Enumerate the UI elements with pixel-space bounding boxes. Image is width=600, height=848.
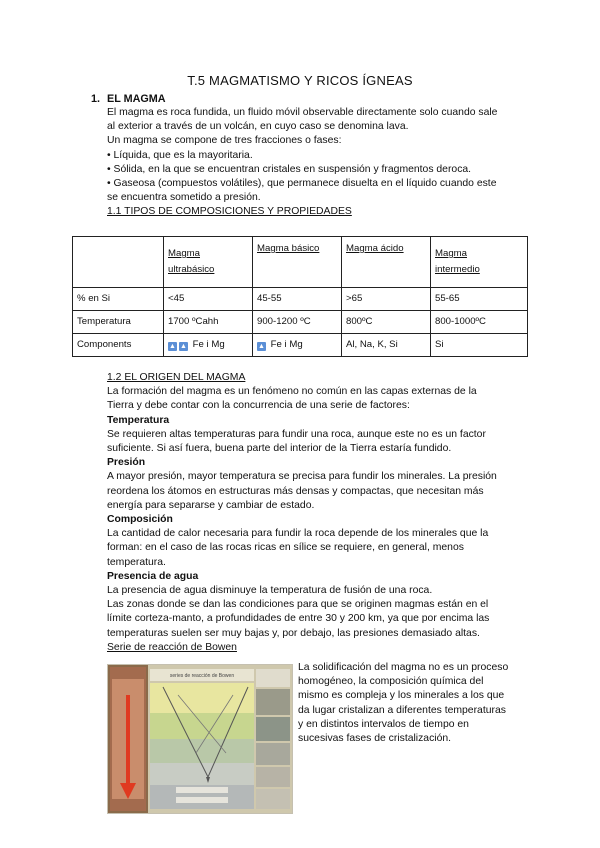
paragraph-line: A mayor presión, mayor temperatura se precisa para fundir los minerales. La presión bbox=[107, 471, 497, 483]
document-title: T.5 MAGMATISMO Y RICOS ÍGNEAS bbox=[187, 73, 413, 88]
header-ultrabasic: Magma ultrabásico bbox=[164, 237, 253, 288]
paragraph-line: La presencia de agua disminuye la temperatura de fusión de una roca. bbox=[107, 585, 433, 597]
magma-properties-table bbox=[72, 236, 528, 357]
paragraph-line: La formación del magma es un fenómeno no común en las capas externas de la bbox=[107, 386, 477, 398]
paragraph-line: temperaturas suelen ser muy bajas y, por debajo, las presiones demasiado altas. bbox=[107, 627, 480, 639]
bullet-liquid: • Líquida, que es la mayoritaria. bbox=[107, 149, 253, 161]
cell-acid: >65 bbox=[342, 288, 431, 311]
cell-intermediate: 800-1000ºC bbox=[431, 311, 528, 334]
bullet-solid: • Sólida, en la que se encuentran cristales en suspensión y fragmentos deroca. bbox=[107, 163, 472, 175]
table-corner-cell bbox=[73, 237, 164, 288]
table-header-row bbox=[73, 237, 528, 288]
paragraph-line: La solidificación del magma no es un proceso bbox=[298, 662, 509, 673]
paragraph-line: energía para separarse y cambiar de estado. bbox=[107, 499, 315, 511]
bullet-gas-cont: se encuentra sometido a presión. bbox=[107, 192, 261, 204]
paragraph-line: Tierra y debe contar con la concurrencia de una serie de factores: bbox=[107, 400, 410, 412]
paragraph-line: El magma es roca fundida, un fluido móvil observable directamente solo cuando sale bbox=[107, 107, 498, 118]
paragraph-line: Se requieren altas temperaturas para fundir una roca, aunque este no es un factor bbox=[107, 428, 486, 440]
row-label: Temperatura bbox=[73, 311, 164, 334]
cell-intermediate: 55-65 bbox=[431, 288, 528, 311]
paragraph-line: mismo es compleja y los minerales a los que bbox=[298, 690, 505, 702]
heading-composition: Composición bbox=[107, 514, 173, 526]
cell-basic: 900-1200 ºC bbox=[253, 311, 342, 334]
header-basic: Magma básico bbox=[253, 237, 342, 288]
cell-acid: 800ºC bbox=[342, 311, 431, 334]
section-magma-body bbox=[107, 106, 527, 220]
paragraph-line: al exterior a través de un volcán, en cuyo caso se denomina lava. bbox=[107, 121, 409, 133]
cell-ultrabasic: 1700 ºCahh bbox=[164, 311, 253, 334]
paragraph-line: reordena los átomos en estructuras más densas y compactas, que necesitan más bbox=[107, 485, 484, 497]
bowen-description bbox=[298, 661, 528, 746]
header-acid: Magma ácido bbox=[342, 237, 431, 288]
heading-pressure: Presión bbox=[107, 457, 146, 469]
table-row bbox=[73, 334, 528, 357]
arrow-up-icon: ▲ bbox=[180, 342, 187, 350]
paragraph-line: temperatura. bbox=[107, 556, 166, 568]
cell-basic: ▲ Fe i Mg bbox=[253, 334, 342, 357]
cell-basic: 45-55 bbox=[253, 288, 342, 311]
heading-bowen: Serie de reacción de Bowen bbox=[107, 641, 237, 653]
arrow-up-icon: ▲ bbox=[258, 342, 265, 350]
paragraph-line: homogéneo, la composición química del bbox=[298, 676, 484, 688]
section-number: 1. bbox=[91, 93, 101, 105]
cell-ultrabasic: ▲ ▲ Fe i Mg bbox=[164, 334, 253, 357]
heading-water: Presencia de agua bbox=[107, 570, 199, 582]
bowen-series-figure bbox=[107, 664, 293, 814]
paragraph-line: límite corteza-manto, a profundidades de entre 30 y 200 km, ya que por encima las bbox=[107, 613, 490, 625]
paragraph-line: sucesivas fases de cristalización. bbox=[298, 733, 452, 745]
row-label: Components bbox=[73, 334, 164, 357]
cell-ultrabasic: <45 bbox=[164, 288, 253, 311]
heading-temperature: Temperatura bbox=[107, 414, 170, 426]
paragraph-line: Las zonas donde se dan las condiciones para que se originen magmas están en el bbox=[107, 599, 489, 611]
figure-title: series de reacción de Bowen bbox=[169, 673, 235, 679]
table-row bbox=[73, 311, 528, 334]
table-row bbox=[73, 288, 528, 311]
bowen-diagram-image bbox=[108, 665, 292, 813]
paragraph-line: y en distintos intervalos de tiempo en bbox=[298, 718, 469, 730]
subheading-origin: 1.2 EL ORIGEN DEL MAGMA bbox=[107, 372, 246, 383]
bullet-gas: • Gaseosa (compuestos volátiles), que permanece disuelta en el líquido cuando este bbox=[107, 178, 497, 190]
subheading-compositions: 1.1 TIPOS DE COMPOSICIONES Y PROPIEDADES bbox=[107, 206, 352, 218]
section-heading-magma bbox=[91, 92, 166, 106]
paragraph-line: suficiente. Si así fuera, buena parte del interior de la Tierra estaría fundido. bbox=[107, 443, 452, 455]
cell-acid: Al, Na, K, Si bbox=[342, 334, 431, 357]
section-title: EL MAGMA bbox=[107, 93, 166, 105]
section-origin-body bbox=[107, 371, 527, 655]
paragraph-line: forman: en el caso de las rocas ricas en sílice se requiere, en general, menos bbox=[107, 542, 464, 554]
arrow-up-icon: ▲ bbox=[169, 342, 176, 350]
paragraph-line: da lugar cristalizan a diferentes temperaturas bbox=[298, 704, 506, 716]
header-intermediate: Magma intermedio bbox=[431, 237, 528, 288]
row-label: % en Si bbox=[73, 288, 164, 311]
paragraph-line: Un magma se compone de tres fracciones o fases: bbox=[107, 135, 342, 147]
paragraph-line: La cantidad de calor necesaria para fundir la roca depende de los minerales que la bbox=[107, 528, 489, 540]
cell-intermediate: Si bbox=[431, 334, 528, 357]
